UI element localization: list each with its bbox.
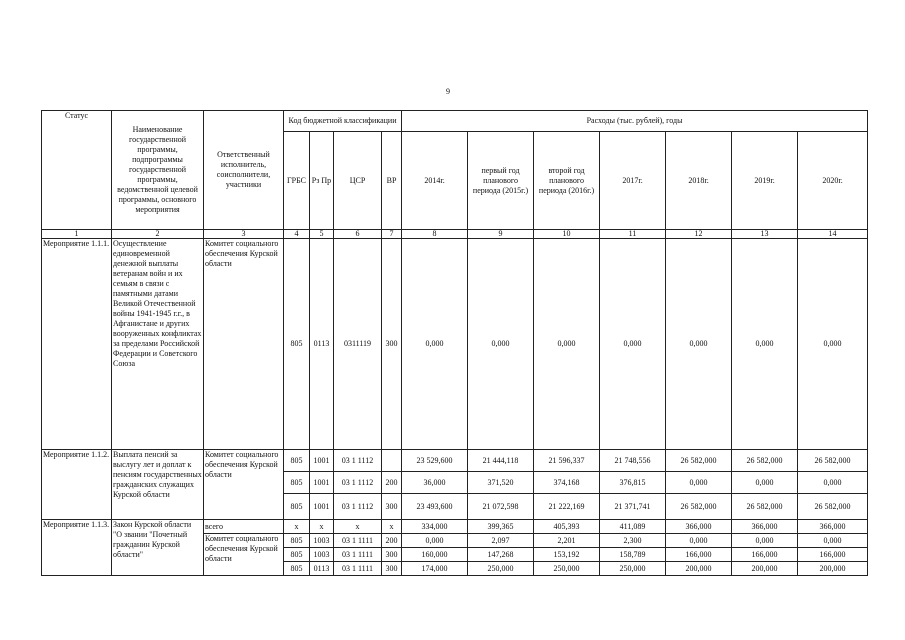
cell-2020: 0,000 xyxy=(798,472,868,494)
cell-rzpr: 0113 xyxy=(310,562,334,576)
cell-2018: 26 582,000 xyxy=(666,494,732,520)
header-executor: Ответственный исполнитель, соисполнители, участники xyxy=(204,111,284,230)
cell-2016: 21 222,169 xyxy=(534,494,600,520)
header-budget-code: Код бюджетной классификации xyxy=(284,111,402,132)
cell-2019: 366,000 xyxy=(732,520,798,534)
cell-2018: 0,000 xyxy=(666,472,732,494)
cell-rzpr: 0113 xyxy=(310,239,334,450)
row-status: Мероприятие 1.1.1. xyxy=(42,239,112,450)
row-executor: Комитет социального обеспечения Курской области xyxy=(204,534,284,576)
cell-2019: 26 582,000 xyxy=(732,494,798,520)
cell-2019: 200,000 xyxy=(732,562,798,576)
index-cell: 13 xyxy=(732,230,798,239)
cell-csr: 03 1 1111 xyxy=(334,534,382,548)
row-executor: Комитет социального обеспечения Курской области xyxy=(204,239,284,450)
cell-2014: 0,000 xyxy=(402,534,468,548)
cell-2020: 26 582,000 xyxy=(798,450,868,472)
cell-2015: 147,268 xyxy=(468,548,534,562)
index-cell: 7 xyxy=(382,230,402,239)
cell-csr: x xyxy=(334,520,382,534)
cell-2017: 0,000 xyxy=(600,239,666,450)
cell-2014: 23 493,600 xyxy=(402,494,468,520)
index-cell: 6 xyxy=(334,230,382,239)
row-executor-total: всего xyxy=(204,520,284,534)
cell-2019: 0,000 xyxy=(732,472,798,494)
cell-grbs: 805 xyxy=(284,472,310,494)
cell-grbs: 805 xyxy=(284,239,310,450)
row-name: Осуществление единовременной денежной выплаты ветеранам войн и их семьям в связи с памятными датами Великой Отечественной войны 1941-1945 г.г., в Афганистане и других вооруженных конфликтах за пределами Российской Федерации и Советского Союза xyxy=(112,239,204,450)
cell-grbs: 805 xyxy=(284,562,310,576)
cell-2017: 21 748,556 xyxy=(600,450,666,472)
header-2019: 2019г. xyxy=(732,132,798,230)
cell-rzpr: x xyxy=(310,520,334,534)
index-cell: 5 xyxy=(310,230,334,239)
cell-rzpr: 1001 xyxy=(310,494,334,520)
index-cell: 9 xyxy=(468,230,534,239)
cell-2014: 0,000 xyxy=(402,239,468,450)
budget-table xyxy=(41,110,868,576)
index-cell: 11 xyxy=(600,230,666,239)
header-2015: первый год планового периода (2015г.) xyxy=(468,132,534,230)
cell-csr: 0311119 xyxy=(334,239,382,450)
header-2020: 2020г. xyxy=(798,132,868,230)
row-name: Выплата пенсий за выслугу лет и доплат к пенсиям государственных гражданских служащих Курской области xyxy=(112,450,204,520)
cell-2014: 36,000 xyxy=(402,472,468,494)
header-csr: ЦСР xyxy=(334,132,382,230)
cell-vr: 300 xyxy=(382,494,402,520)
header-2017: 2017г. xyxy=(600,132,666,230)
cell-2019: 0,000 xyxy=(732,239,798,450)
cell-vr: 200 xyxy=(382,534,402,548)
cell-2020: 200,000 xyxy=(798,562,868,576)
cell-rzpr: 1003 xyxy=(310,534,334,548)
cell-grbs: x xyxy=(284,520,310,534)
index-cell: 14 xyxy=(798,230,868,239)
cell-2015: 21 444,118 xyxy=(468,450,534,472)
cell-vr: 300 xyxy=(382,562,402,576)
cell-2018: 26 582,000 xyxy=(666,450,732,472)
cell-csr: 03 1 1112 xyxy=(334,450,382,472)
header-rzpr: Рз Пр xyxy=(310,132,334,230)
cell-2018: 200,000 xyxy=(666,562,732,576)
cell-2017: 376,815 xyxy=(600,472,666,494)
index-cell: 10 xyxy=(534,230,600,239)
cell-rzpr: 1001 xyxy=(310,472,334,494)
cell-2016: 0,000 xyxy=(534,239,600,450)
row-status: Мероприятие 1.1.3. xyxy=(42,520,112,576)
cell-csr: 03 1 1111 xyxy=(334,562,382,576)
header-2014: 2014г. xyxy=(402,132,468,230)
cell-2017: 158,789 xyxy=(600,548,666,562)
header-grbs: ГРБС xyxy=(284,132,310,230)
cell-2018: 0,000 xyxy=(666,239,732,450)
cell-2015: 399,365 xyxy=(468,520,534,534)
row-name: Закон Курской области "О звании "Почетный гражданин Курской области" xyxy=(112,520,204,576)
cell-2019: 0,000 xyxy=(732,534,798,548)
cell-2014: 160,000 xyxy=(402,548,468,562)
header-2018: 2018г. xyxy=(666,132,732,230)
cell-2017: 250,000 xyxy=(600,562,666,576)
index-cell: 3 xyxy=(204,230,284,239)
cell-2015: 371,520 xyxy=(468,472,534,494)
cell-2015: 0,000 xyxy=(468,239,534,450)
header-name: Наименование государственной программы, подпрограммы государственной программы, ведомственной целевой программы, основного мероприятия xyxy=(112,111,204,230)
cell-grbs: 805 xyxy=(284,450,310,472)
cell-2018: 366,000 xyxy=(666,520,732,534)
cell-2016: 153,192 xyxy=(534,548,600,562)
cell-2016: 2,201 xyxy=(534,534,600,548)
cell-vr: x xyxy=(382,520,402,534)
row-status: Мероприятие 1.1.2. xyxy=(42,450,112,520)
cell-2020: 0,000 xyxy=(798,239,868,450)
cell-2016: 250,000 xyxy=(534,562,600,576)
cell-2015: 21 072,598 xyxy=(468,494,534,520)
cell-2014: 334,000 xyxy=(402,520,468,534)
cell-csr: 03 1 1111 xyxy=(334,548,382,562)
cell-grbs: 805 xyxy=(284,534,310,548)
cell-2016: 405,393 xyxy=(534,520,600,534)
cell-rzpr: 1003 xyxy=(310,548,334,562)
cell-2015: 250,000 xyxy=(468,562,534,576)
cell-2016: 21 596,337 xyxy=(534,450,600,472)
index-cell: 2 xyxy=(112,230,204,239)
cell-2014: 23 529,600 xyxy=(402,450,468,472)
cell-csr: 03 1 1112 xyxy=(334,494,382,520)
cell-2020: 0,000 xyxy=(798,534,868,548)
cell-2017: 2,300 xyxy=(600,534,666,548)
index-cell: 8 xyxy=(402,230,468,239)
cell-2016: 374,168 xyxy=(534,472,600,494)
row-executor: Комитет социального обеспечения Курской области xyxy=(204,450,284,520)
cell-2018: 0,000 xyxy=(666,534,732,548)
header-expenses: Расходы (тыс. рублей), годы xyxy=(402,111,868,132)
cell-vr: 300 xyxy=(382,548,402,562)
cell-2017: 21 371,741 xyxy=(600,494,666,520)
cell-grbs: 805 xyxy=(284,548,310,562)
cell-2019: 166,000 xyxy=(732,548,798,562)
index-cell: 4 xyxy=(284,230,310,239)
cell-2015: 2,097 xyxy=(468,534,534,548)
cell-2020: 366,000 xyxy=(798,520,868,534)
cell-vr: 300 xyxy=(382,239,402,450)
cell-vr: 200 xyxy=(382,472,402,494)
header-status: Статус xyxy=(42,111,112,230)
index-cell: 1 xyxy=(42,230,112,239)
index-cell: 12 xyxy=(666,230,732,239)
header-vr: ВР xyxy=(382,132,402,230)
cell-grbs: 805 xyxy=(284,494,310,520)
cell-2020: 26 582,000 xyxy=(798,494,868,520)
cell-rzpr: 1001 xyxy=(310,450,334,472)
cell-2019: 26 582,000 xyxy=(732,450,798,472)
cell-2018: 166,000 xyxy=(666,548,732,562)
cell-2020: 166,000 xyxy=(798,548,868,562)
cell-vr xyxy=(382,450,402,472)
page-number: 9 xyxy=(446,87,450,96)
cell-2017: 411,089 xyxy=(600,520,666,534)
cell-2014: 174,000 xyxy=(402,562,468,576)
header-2016: второй год планового периода (2016г.) xyxy=(534,132,600,230)
cell-csr: 03 1 1112 xyxy=(334,472,382,494)
